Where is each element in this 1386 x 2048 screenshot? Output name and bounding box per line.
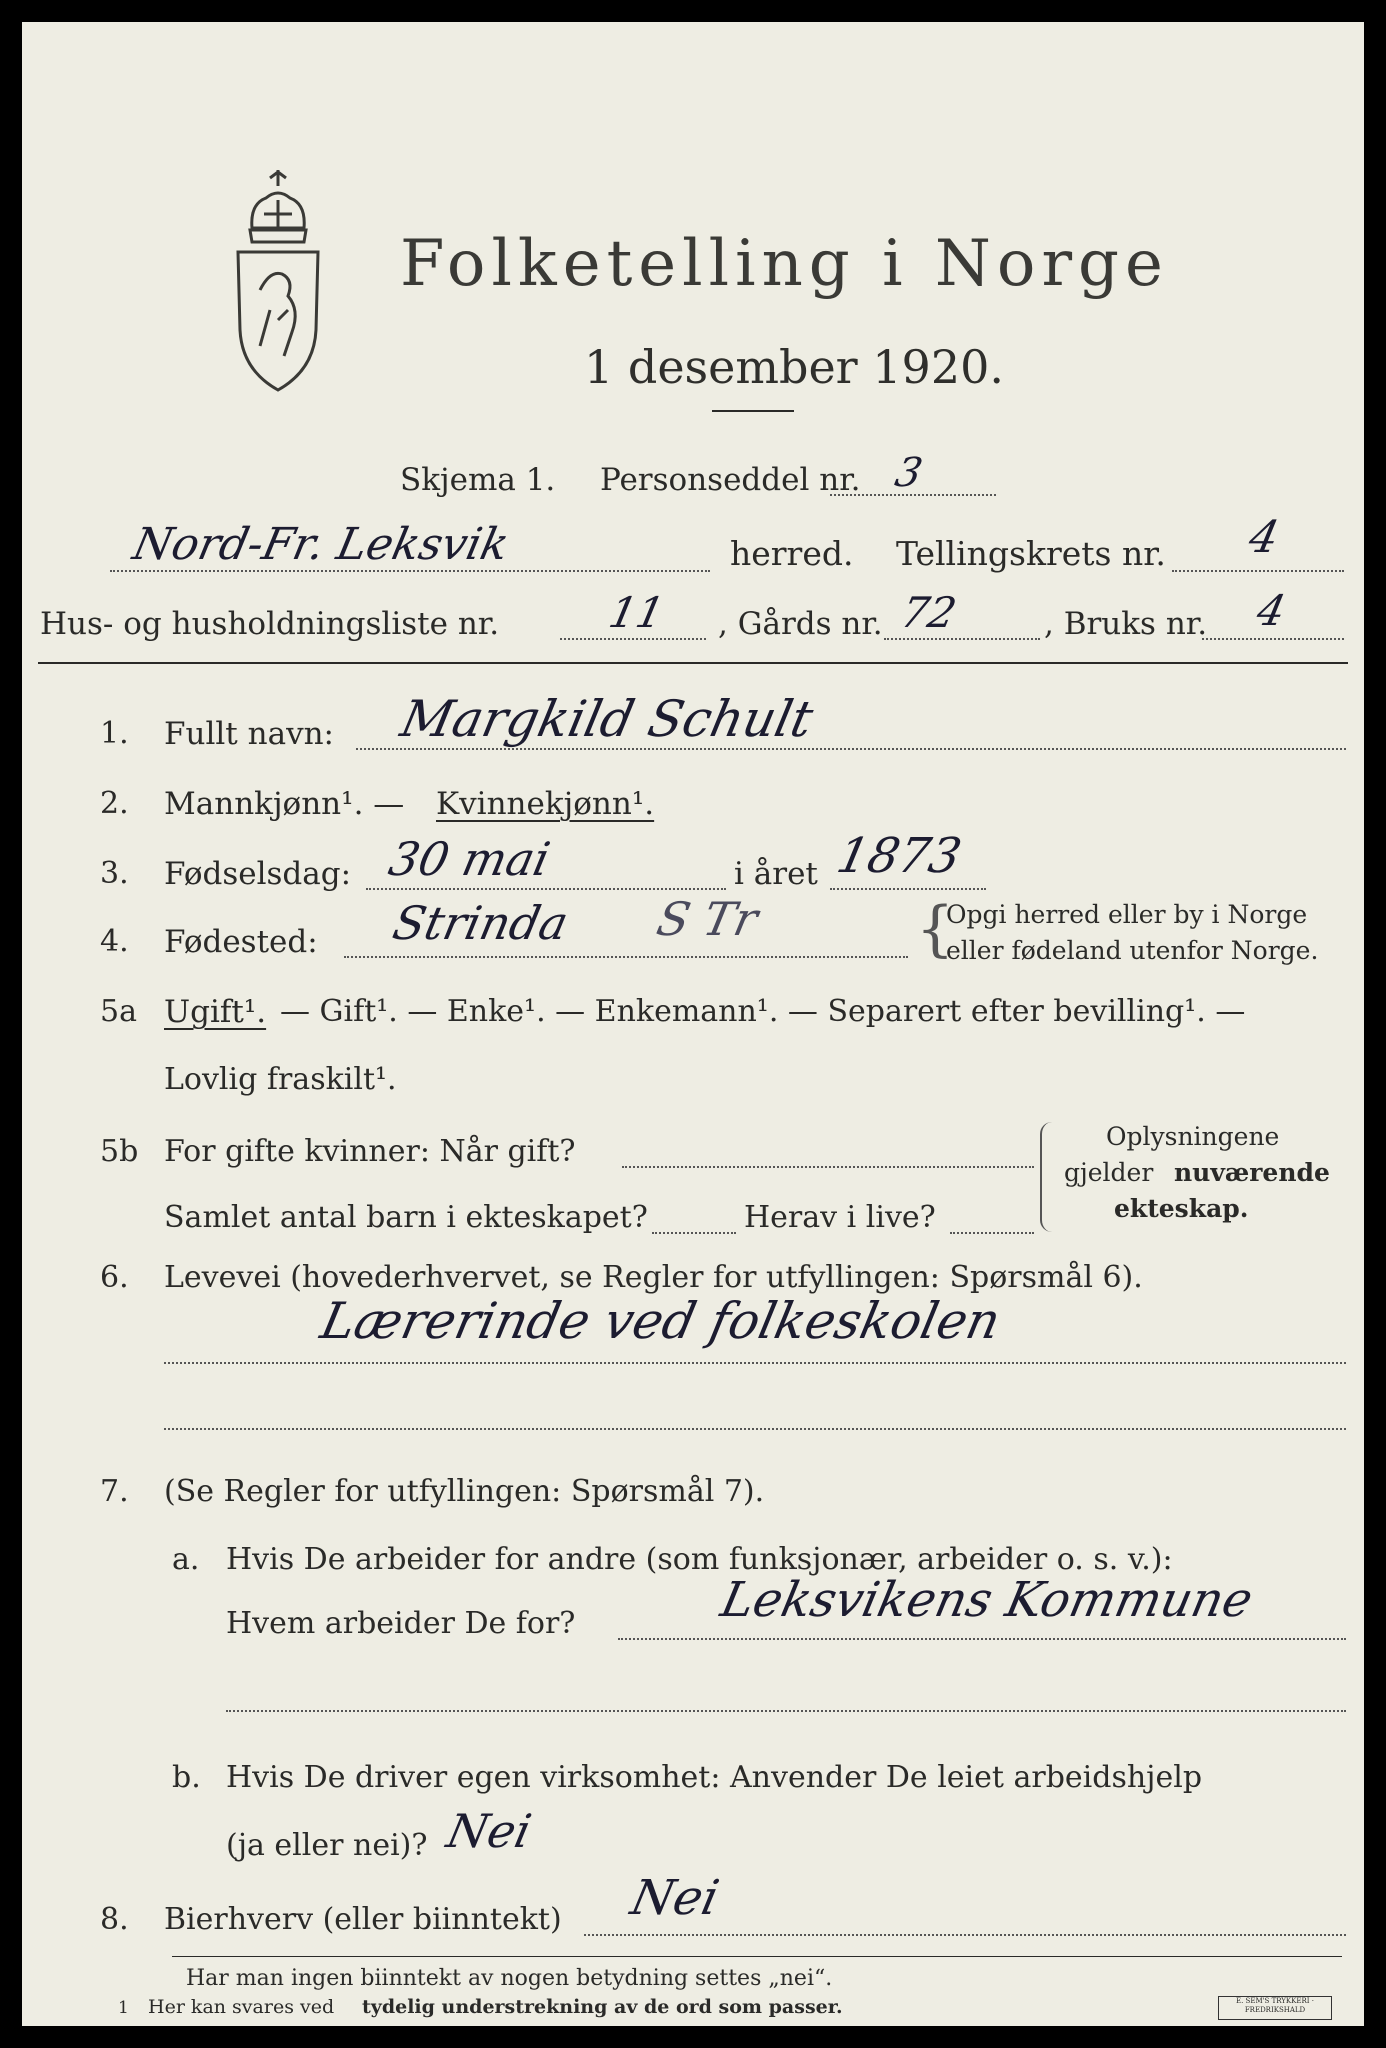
footnote-bold: tydelig understrekning av de ord som passer. <box>362 1996 843 2018</box>
q6-field-line2[interactable] <box>164 1428 1346 1430</box>
q3-year-field[interactable] <box>830 888 986 890</box>
q4-note-line1: Opgi herred eller by i Norge <box>946 900 1308 929</box>
q3-year-value: 1873 <box>832 828 967 884</box>
q3-label: Fødselsdag: <box>164 856 352 892</box>
coat-of-arms-icon <box>230 170 326 395</box>
q5b-married-field[interactable] <box>622 1166 1034 1168</box>
q7a-label-line2: Hvem arbeider De for? <box>226 1606 576 1641</box>
census-form <box>22 22 1364 2026</box>
q3-day-value: 30 mai <box>384 832 555 886</box>
q3-day-field[interactable] <box>366 888 726 890</box>
footnote-number: 1 <box>118 1998 129 2018</box>
q6-number: 6. <box>100 1260 129 1295</box>
q7a-value: Leksvikens Kommune <box>716 1572 1258 1628</box>
printer-stamp: E. SEM'S TRYKKERI · FREDRIKSHALD <box>1218 1996 1332 2020</box>
bruks-value: 4 <box>1252 586 1290 635</box>
q3-number: 3. <box>100 856 129 891</box>
q5b-children-field[interactable] <box>652 1232 736 1234</box>
q4-value: Strinda <box>388 896 573 950</box>
footnote-text: Her kan svares ved <box>148 1996 335 2018</box>
bruks-field[interactable] <box>1202 638 1344 640</box>
personseddel-value: 3 <box>891 450 927 496</box>
q1-value: Margkild Schult <box>395 690 819 748</box>
q8-value: Nei <box>626 1870 724 1926</box>
municipality-field[interactable] <box>110 570 710 572</box>
q5a-number: 5a <box>100 994 137 1029</box>
q5b-number: 5b <box>100 1134 139 1169</box>
personseddel-label: Personseddel nr. <box>600 462 861 498</box>
q7b-number: b. <box>172 1760 201 1795</box>
q5b-note-line2a: gjelder <box>1064 1158 1154 1187</box>
q2-male: Mannkjønn¹. — <box>164 786 405 822</box>
q4-number: 4. <box>100 924 129 959</box>
tellingskrets-label: Tellingskrets nr. <box>896 534 1166 573</box>
form-title: Folketelling i Norge <box>400 227 1169 301</box>
q7-label: (Se Regler for utfyllingen: Spørsmål 7). <box>164 1474 765 1509</box>
census-date: 1 desember 1920. <box>584 340 1004 394</box>
husliste-field[interactable] <box>560 638 706 640</box>
q8-label: Bierhverv (eller biinntekt) <box>164 1902 562 1937</box>
q4-mark: S Tr <box>652 892 763 946</box>
q5b-note-line1: Oplysningene <box>1106 1122 1280 1151</box>
q5b-alive-label: Herav i live? <box>744 1200 936 1235</box>
tellingskrets-field[interactable] <box>1172 570 1344 572</box>
q5b-children-label: Samlet antal barn i ekteskapet? <box>164 1200 648 1235</box>
municipality-value: Nord-Fr. Leksvik <box>128 519 514 570</box>
header-divider <box>38 662 1348 664</box>
q4-field[interactable] <box>344 956 908 958</box>
q4-label: Fødested: <box>164 924 318 960</box>
q6-value: Lærerinde ved folkeskolen <box>315 1292 1006 1350</box>
q8-field[interactable] <box>584 1934 1346 1936</box>
q3-year-label: i året <box>734 856 818 892</box>
schema-label: Skjema 1. <box>400 462 556 498</box>
q7b-value: Nei <box>442 1804 536 1858</box>
q5b-note-line3: ekteskap. <box>1114 1194 1249 1223</box>
q1-label: Fullt navn: <box>164 716 334 752</box>
q4-brace: { <box>916 894 955 964</box>
q7-number: 7. <box>100 1474 129 1509</box>
q7a-field[interactable] <box>618 1638 1346 1640</box>
q5a-line2: Lovlig fraskilt¹. <box>164 1062 397 1097</box>
q5b-bracket <box>1040 1122 1056 1232</box>
title-divider <box>712 410 794 412</box>
q5b-note-line2b: nuværende <box>1174 1158 1330 1187</box>
gards-label: , Gårds nr. <box>718 606 883 642</box>
q7b-label-line2: (ja eller nei)? <box>226 1828 428 1863</box>
q4-note-line2: eller fødeland utenfor Norge. <box>946 936 1319 965</box>
q6-label: Levevei (hovederhvervet, se Regler for utfyllingen: Spørsmål 6). <box>164 1260 1143 1295</box>
q7a-field-line2[interactable] <box>226 1710 1346 1712</box>
q7b-label-line1: Hvis De driver egen virksomhet: Anvender De leiet arbeidshjelp <box>226 1760 1203 1795</box>
q5a-ugift[interactable]: Ugift¹. <box>164 994 267 1030</box>
gards-value: 72 <box>896 588 961 637</box>
q7a-label-line1: Hvis De arbeider for andre (som funksjonær, arbeider o. s. v.): <box>226 1542 1173 1577</box>
q6-field-line1[interactable] <box>164 1362 1346 1364</box>
tellingskrets-value: 4 <box>1244 512 1284 563</box>
q2-number: 2. <box>100 786 129 821</box>
q1-field[interactable] <box>356 748 1346 750</box>
husliste-value: 11 <box>604 588 669 637</box>
q5b-married-label: For gifte kvinner: Når gift? <box>164 1134 576 1169</box>
q8-number: 8. <box>100 1902 129 1937</box>
footer-note: Har man ingen biinntekt av nogen betydning settes „nei“. <box>186 1966 833 1991</box>
gards-field[interactable] <box>884 638 1040 640</box>
bruks-label: , Bruks nr. <box>1044 606 1208 642</box>
q5b-alive-field[interactable] <box>950 1232 1034 1234</box>
husliste-label: Hus- og husholdningsliste nr. <box>40 606 500 642</box>
herred-label: herred. <box>730 534 854 573</box>
q2-female[interactable]: Kvinnekjønn¹. <box>436 786 655 822</box>
q5a-options: — Gift¹. — Enke¹. — Enkemann¹. — Separert efter bevilling¹. — <box>280 994 1246 1029</box>
q7a-number: a. <box>172 1542 200 1577</box>
q1-number: 1. <box>100 716 129 751</box>
